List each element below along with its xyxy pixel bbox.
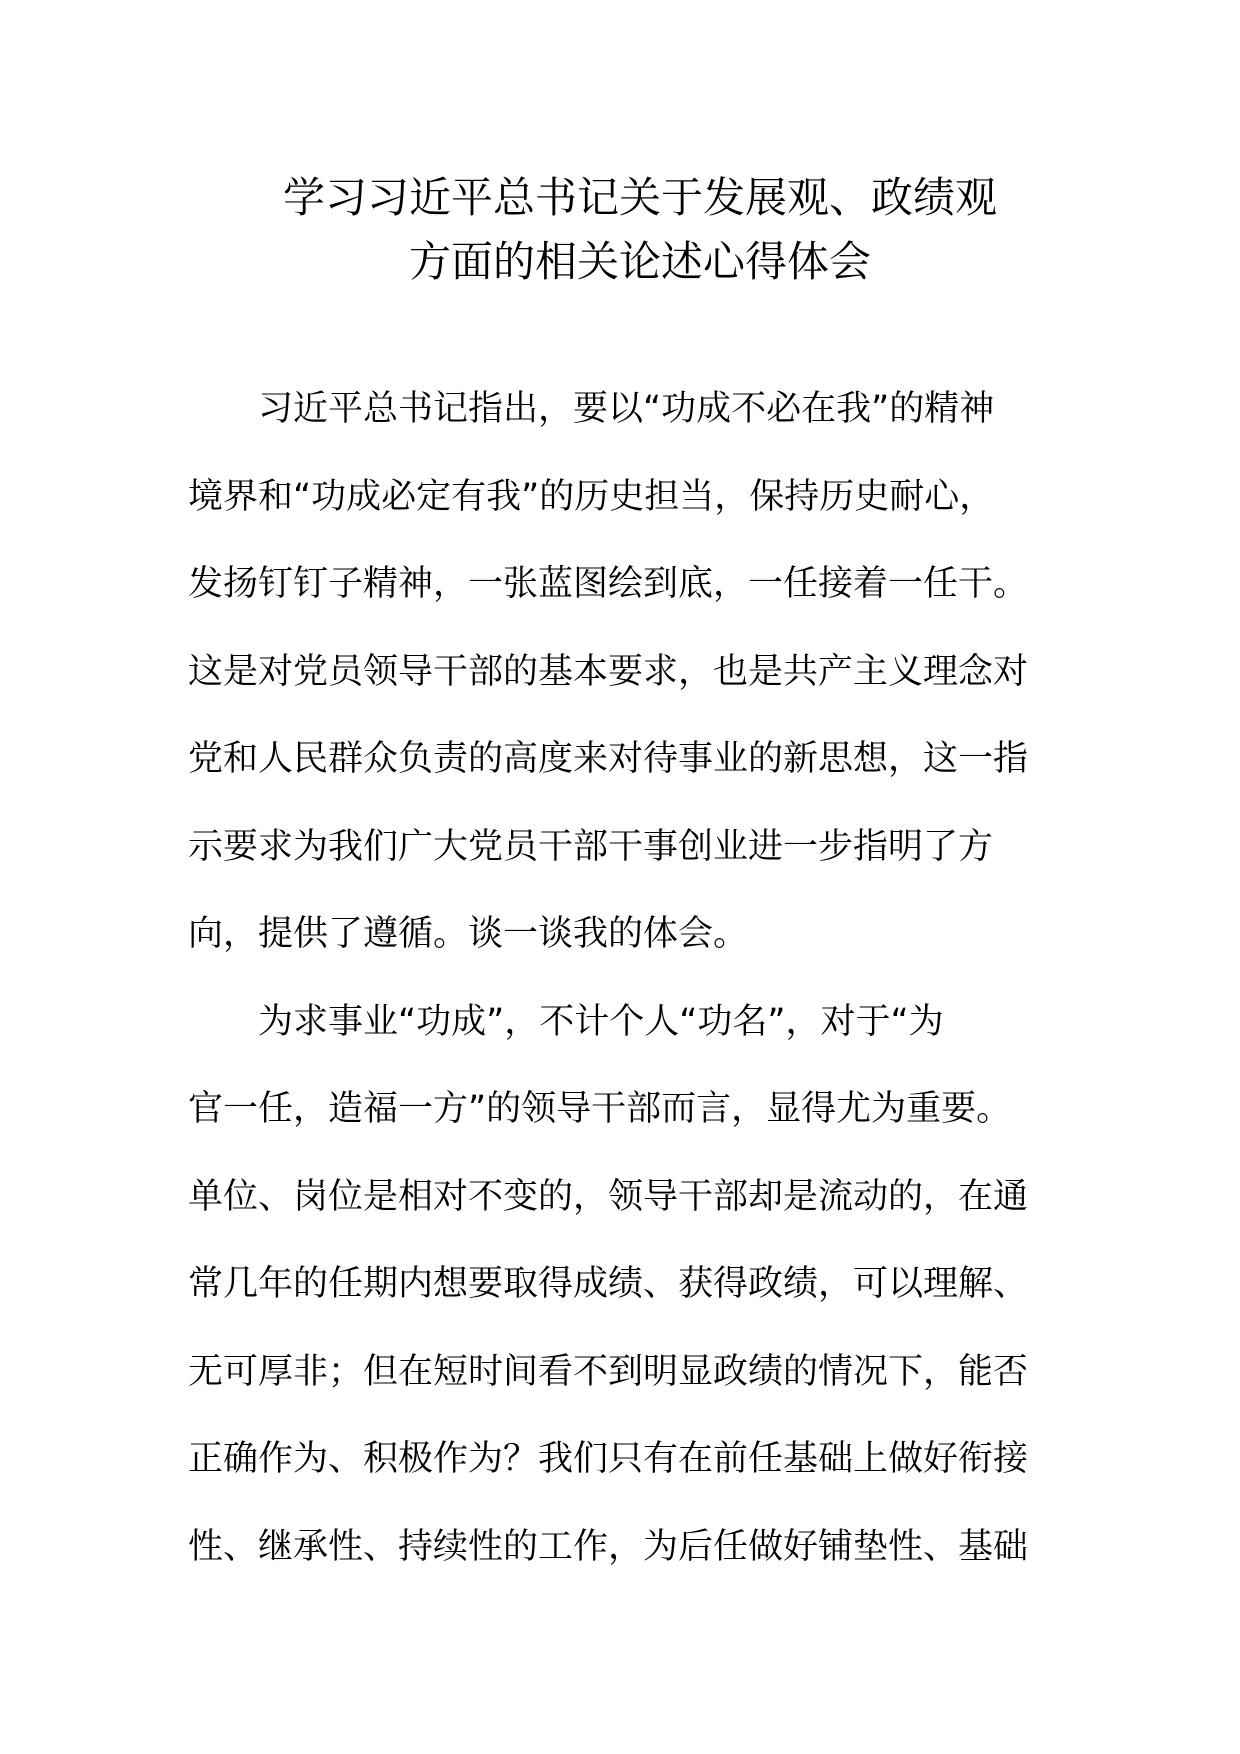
document-body	[188, 366, 1058, 1591]
text-line: 单位、岗位是相对不变的，领导干部却是流动的，在通	[188, 1176, 1029, 1217]
title-line: 学习习近平总书记关于发展观、政绩观	[282, 173, 997, 222]
text-line: 正确作为、积极作为？我们只有在前任基础上做好衔接	[188, 1439, 1029, 1479]
text-line: 为求事业“功成”，不计个人“功名”，对于“为	[258, 1001, 944, 1042]
text-line: 官一任，造福一方”的领导干部而言，显得尤为重要。	[188, 1089, 1012, 1129]
paragraph-1	[188, 366, 1058, 979]
text-line: 向，提供了遵循。谈一谈我的体会。	[188, 914, 749, 954]
text-line: 性、继承性、持续性的工作，为后任做好铺垫性、基础	[188, 1526, 1029, 1567]
text-line: 无可厚非；但在短时间看不到明显政绩的情况下，能否	[188, 1351, 1029, 1392]
text-line: 这是对党员领导干部的基本要求，也是共产主义理念对	[188, 651, 1029, 692]
text-line: 发扬钉钉子精神，一张蓝图绘到底，一任接着一任干。	[188, 564, 1029, 604]
paragraph-2	[188, 979, 1058, 1592]
text-line: 党和人民群众负责的高度来对待事业的新思想，这一指	[188, 739, 1029, 779]
text-line: 示要求为我们广大党员干部干事创业进一步指明了方	[188, 826, 994, 867]
document-title	[200, 166, 1080, 294]
title-line: 方面的相关论述心得体会	[408, 237, 871, 286]
text-line: 常几年的任期内想要取得成绩、获得政绩，可以理解、	[188, 1264, 1029, 1304]
text-line: 境界和“功成必定有我”的历史担当，保持历史耐心，	[188, 476, 995, 517]
text-line: 习近平总书记指出，要以“功成不必在我”的精神	[258, 389, 995, 429]
